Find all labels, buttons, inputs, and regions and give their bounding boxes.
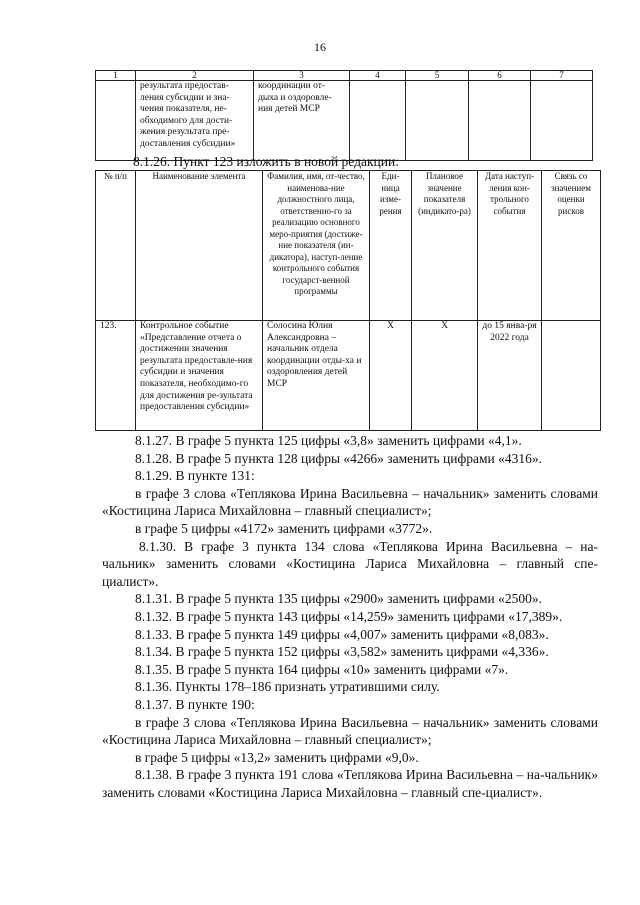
paragraph: 8.1.30. В графе 3 пункта 134 слова «Теплякова Ирина Васильевна – на-чальник» заменить словами «Костицина Лариса Михайловна – главный спе-циалист». <box>102 538 598 589</box>
header-number: № п/п <box>96 171 136 321</box>
paragraph: 8.1.31. В графе 5 пункта 135 цифры «2900» заменить цифрами «2500». <box>135 591 542 607</box>
header-date: Дата наступ-ления кон-трольного события <box>478 171 542 321</box>
col-num-1: 1 <box>96 71 136 81</box>
col-num-2: 2 <box>136 71 254 81</box>
cell-date <box>469 81 531 161</box>
cell-responsible: координации от-дыха и оздоровле-ния детей МСР <box>254 81 350 161</box>
column-number-row <box>96 71 593 81</box>
cell-unit: X <box>370 321 412 431</box>
paragraph: 8.1.37. В пункте 190: <box>135 696 255 712</box>
header-element: Наименование элемента <box>136 171 263 321</box>
cell-plan: X <box>412 321 478 431</box>
cell-risk <box>542 321 601 431</box>
cell-date: до 15 янва-ря 2022 года <box>478 321 542 431</box>
header-responsible: Фамилия, имя, от-чество, наименова-ние должностного лица, ответственно-го за реализацию основного меро-приятия (достиже-ние показателя (ин-дикатора), наступ-ление контрольного события государст-венной программы <box>263 171 370 321</box>
paragraph: 8.1.28. В графе 5 пункта 128 цифры «4266» заменить цифрами «4316». <box>135 450 542 466</box>
paragraph: в графе 5 цифры «4172» заменить цифрами «3772». <box>135 520 433 536</box>
col-num-4: 4 <box>350 71 406 81</box>
col-num-6: 6 <box>469 71 531 81</box>
col-num-7: 7 <box>531 71 593 81</box>
paragraph: 8.1.32. В графе 5 пункта 143 цифры «14,259» заменить цифрами «17,389». <box>135 608 563 624</box>
paragraph: в графе 3 слова «Теплякова Ирина Васильевна – начальник» заменить словами «Костицина Лариса Михайловна – главный специалист»; <box>102 485 598 519</box>
cell-num <box>96 81 136 161</box>
cell-risk <box>531 81 593 161</box>
cell-unit <box>350 81 406 161</box>
paragraph: 8.1.38. В графе 3 пункта 191 слова «Теплякова Ирина Васильевна – на-чальник» заменить словами «Костицина Лариса Михайловна – главный спе-циалист». <box>102 767 598 800</box>
header-risk: Связь со значением оценки рисков <box>542 171 601 321</box>
continued-table <box>95 70 593 161</box>
paragraph: 8.1.29. В пункте 131: <box>135 468 255 484</box>
col-num-3: 3 <box>254 71 350 81</box>
col-num-5: 5 <box>406 71 469 81</box>
cell-plan <box>406 81 469 161</box>
paragraph: в графе 5 цифры «13,2» заменить цифрами «9,0». <box>135 749 419 765</box>
paragraph: 8.1.36. Пункты 178–186 признать утратившими силу. <box>135 679 440 695</box>
paragraph: 8.1.35. В графе 5 пункта 164 цифры «10» заменить цифрами «7». <box>135 661 509 677</box>
amendments-text <box>102 432 598 801</box>
cell-num: 123. <box>96 321 136 431</box>
header-row <box>96 171 601 321</box>
header-unit: Еди-ница изме-рения <box>370 171 412 321</box>
paragraph: 8.1.27. В графе 5 пункта 125 цифры «3,8» заменить цифрами «4,1». <box>135 433 522 448</box>
section-heading: 8.1.26. Пункт 123 изложить в новой редакции: <box>133 154 399 169</box>
paragraph: 8.1.33. В графе 5 пункта 149 цифры «4,007» заменить цифрами «8,083». <box>135 626 549 642</box>
cell-responsible: Солосина Юлия Александровна – начальник отдела координации отды-ха и оздоровления детей МСР <box>263 321 370 431</box>
cell-element: результата предостав-ления субсидии и зна-чения показателя, не-обходимого для дости-жения результата пре-доставления субсидии» <box>136 81 254 161</box>
header-plan: Плановое значение показателя (индикато-ра) <box>412 171 478 321</box>
paragraph: в графе 3 слова «Теплякова Ирина Васильевна – начальник» заменить словами «Костицина Лариса Михайловна – главный специалист»; <box>102 714 598 748</box>
cell-element: Контрольное событие «Представление отчета о достижении значения результата предоставле-ния субсидии и значения показателя, необходимо-го для достижения ре-зультата предоставления субсидии» <box>136 321 263 431</box>
page-number: 16 <box>314 40 326 54</box>
table-row <box>96 81 593 161</box>
paragraph: 8.1.34. В графе 5 пункта 152 цифры «3,582» заменить цифрами «4,336». <box>135 644 549 660</box>
main-table <box>95 170 601 431</box>
table-row <box>96 321 601 431</box>
